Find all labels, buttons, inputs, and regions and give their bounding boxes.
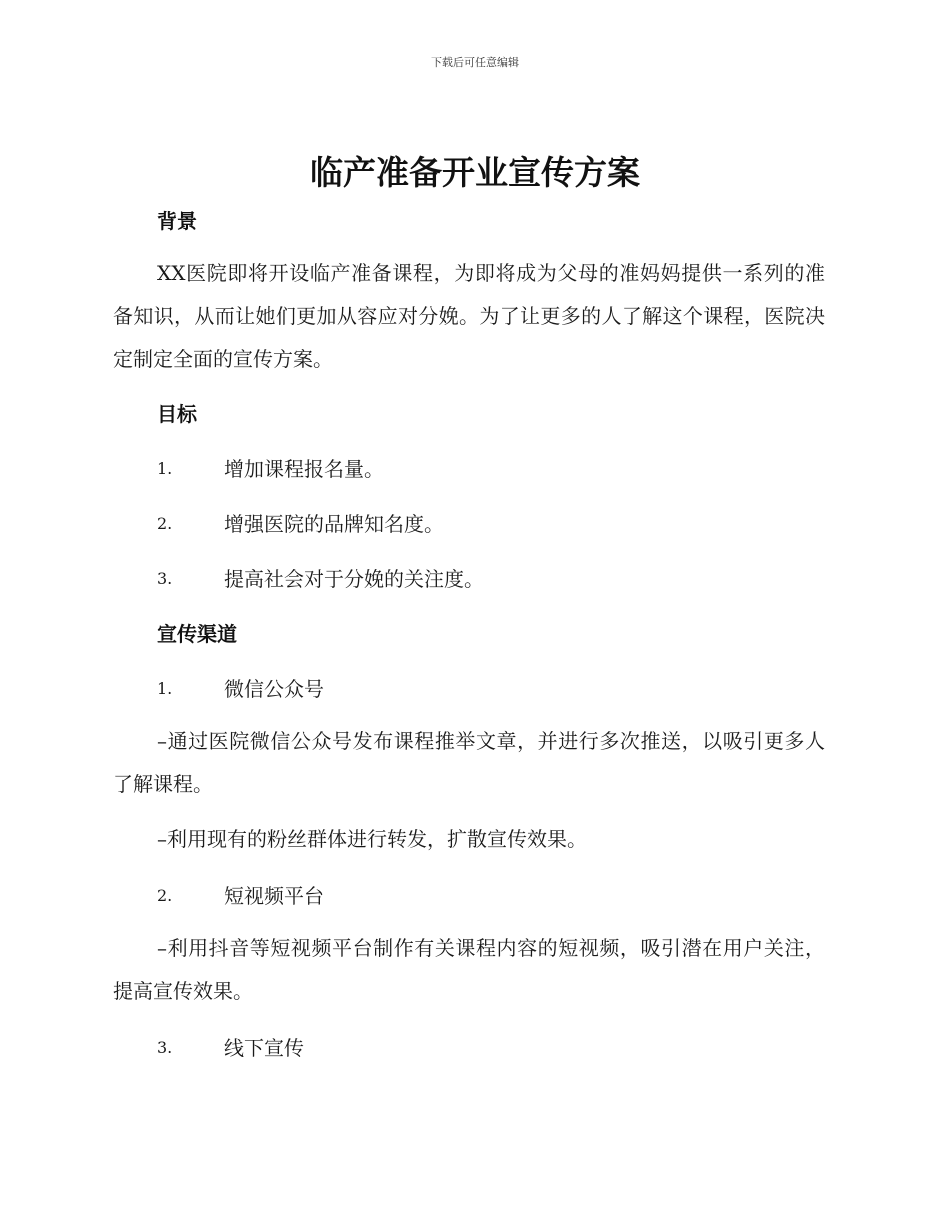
list-number: 1. bbox=[157, 459, 173, 478]
section-heading-background: 背景 bbox=[157, 209, 197, 233]
document-title: 临产准备开业宣传方案 bbox=[310, 153, 640, 192]
list-text: 提高社会对于分娩的关注度。 bbox=[224, 567, 484, 591]
channel-detail: –利用现有的粉丝群体进行转发，扩散宣传效果。 bbox=[157, 827, 587, 851]
list-number: 1. bbox=[157, 679, 173, 698]
list-text: 增强医院的品牌知名度。 bbox=[224, 512, 444, 536]
list-text: 增加课程报名量。 bbox=[224, 457, 384, 481]
section-heading-goals: 目标 bbox=[157, 402, 197, 426]
list-text: 线下宣传 bbox=[224, 1036, 304, 1060]
list-text: 微信公众号 bbox=[224, 677, 324, 701]
background-paragraph: XX医院即将开设临产准备课程，为即将成为父母的准妈妈提供一系列的准备知识，从而让她们更加从容应对分娩。为了让更多的人了解这个课程，医院决定制定全面的宣传方案。 bbox=[113, 261, 825, 371]
channel-detail: –利用抖音等短视频平台制作有关课程内容的短视频，吸引潜在用户关注，提高宣传效果。 bbox=[113, 936, 825, 1003]
list-number: 2. bbox=[157, 886, 173, 905]
section-heading-channels: 宣传渠道 bbox=[157, 622, 237, 646]
channel-detail: –通过医院微信公众号发布课程推举文章，并进行多次推送，以吸引更多人了解课程。 bbox=[113, 729, 825, 796]
page-header-note: 下载后可任意编辑 bbox=[431, 56, 519, 69]
list-text: 短视频平台 bbox=[224, 884, 324, 908]
list-number: 3. bbox=[157, 569, 173, 588]
list-number: 3. bbox=[157, 1038, 173, 1057]
list-number: 2. bbox=[157, 514, 173, 533]
